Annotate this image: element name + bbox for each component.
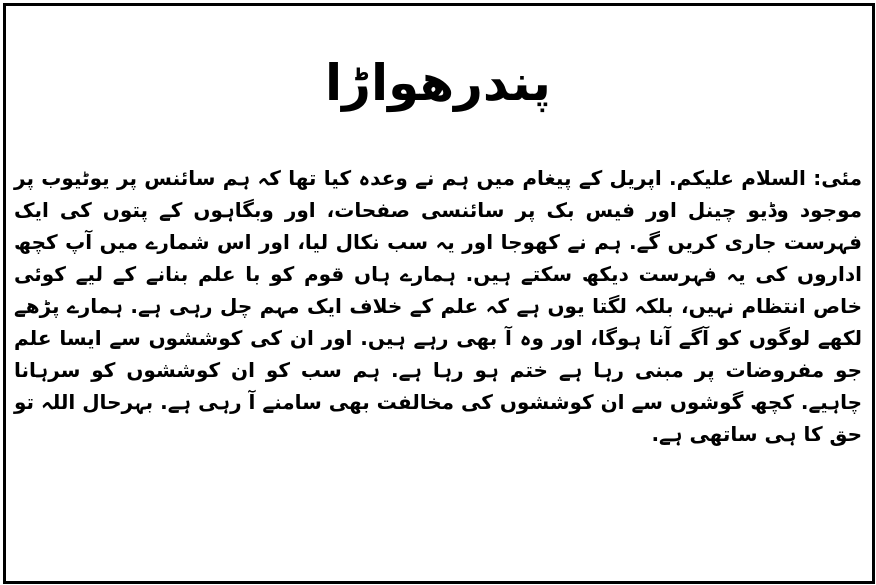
page-title: پندرھواڑا bbox=[325, 54, 551, 112]
editorial-paragraph: مئی: السلام علیکم. اپریل کے پیغام میں ہم نے وعدہ کیا تھا کہ ہم سائنس پر یوٹیوب پر موجود وڈیو چینل اور فیس بک پر سائنسی صفحات، اور وبگاہوں کے پتوں کی ایک فہرست جاری کریں گے. ہم نے کھوجا اور یہ سب نکال لیا، اور اس شمارے میں آپ کچھ اداروں کی یہ فہرست دیکھ سکتے ہیں. ہمارے ہاں قوم کو با علم بنانے کے لیے کوئی خاص انتظام نہیں، بلکہ لگتا یوں ہے کہ علم کے خلاف ایک مہم چل رہی ہے. ہمارے پڑھے لکھے لوگوں کو آگے آنا ہوگا، اور وہ آ بھی رہے ہیں. اور ان کی کوششوں سے ایسا علم جو مفروضات پر مبنی رہا ہے ختم ہو رہا ہے. ہم سب کو ان کوششوں کو سرہانا چاہیے. کچھ گوشوں سے ان کوششوں کی مخالفت بھی سامنے آ رہی ہے. بہرحال اللہ تو حق کا ہی ساتھی ہے. bbox=[13, 166, 862, 446]
